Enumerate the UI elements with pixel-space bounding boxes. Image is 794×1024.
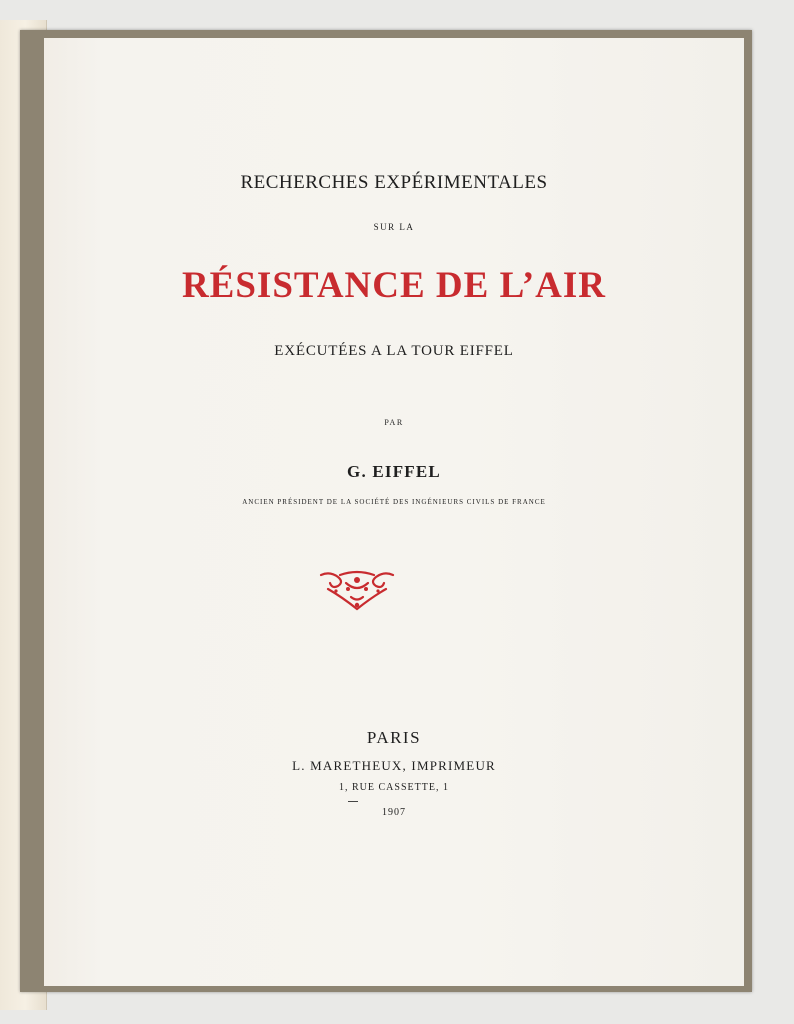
fleuron-ornament-icon — [318, 569, 396, 613]
city: PARIS — [366, 728, 422, 747]
main-title: RÉSISTANCE DE L’AIR — [181, 265, 607, 306]
author-description: ANCIEN PRÉSIDENT DE LA SOCIÉTÉ DES INGÉNIEURS CIVILS DE FRANCE — [242, 498, 546, 506]
address: 1, RUE CASSETTE, 1 — [339, 782, 449, 793]
title-page — [44, 38, 744, 986]
author-name: G. EIFFEL — [347, 462, 441, 481]
title-line-2: SUR LA — [373, 222, 415, 232]
title-line-1: RECHERCHES EXPÉRIMENTALES — [240, 172, 548, 193]
subtitle: EXÉCUTÉES A LA TOUR EIFFEL — [274, 343, 514, 359]
printer: L. MARETHEUX, IMPRIMEUR — [292, 758, 496, 773]
par-label: PAR — [384, 418, 404, 427]
publication-year: 1907 — [382, 807, 406, 818]
divider-rule — [348, 801, 358, 802]
